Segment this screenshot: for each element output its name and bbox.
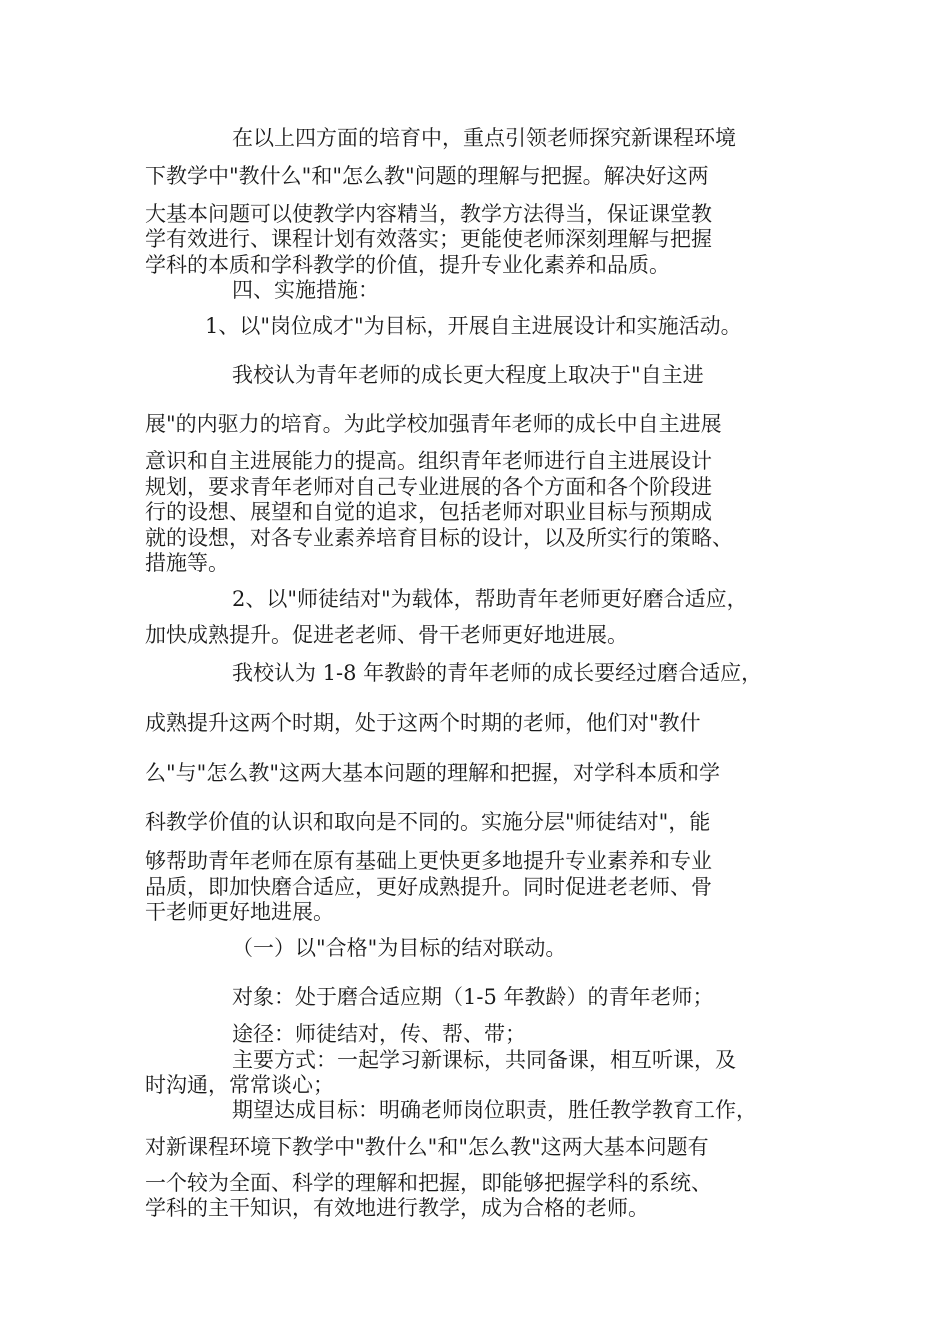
subsection-heading: （一）以"合格"为目标的结对联动。 [232,936,567,960]
subsection-heading: 1、以"岗位成才"为目标，开展自主进展设计和实施活动。 [205,314,742,338]
paragraph-line: 就的设想，对各专业素养培育目标的设计，以及所实行的策略、 [145,526,733,550]
paragraph-line: 一个较为全面、科学的理解和把握，即能够把握学科的系统、 [145,1171,712,1195]
paragraph-line: 么"与"怎么教"这两大基本问题的理解和把握，对学科本质和学 [145,761,720,785]
paragraph-line: 下教学中"教什么"和"怎么教"问题的理解与把握。解决好这两 [145,164,709,188]
paragraph-line: 在以上四方面的培育中，重点引领老师探究新课程环境 [232,126,736,150]
subsection-heading: 2、以"师徒结对"为载体，帮助青年老师更好磨合适应， [232,587,748,611]
paragraph-line: 对新课程环境下教学中"教什么"和"怎么教"这两大基本问题有 [145,1135,709,1159]
paragraph-line: 期望达成目标：明确老师岗位职责，胜任教学教育工作， [232,1098,757,1122]
paragraph-line: 品质，即加快磨合适应，更好成熟提升。同时促进老老师、骨 [145,875,712,899]
section-heading: 四、实施措施： [232,278,379,302]
paragraph-line: 我校认为青年老师的成长更大程度上取决于"自主进 [232,363,704,387]
paragraph-line: 干老师更好地进展。 [145,900,334,924]
paragraph-line: 主要方式：一起学习新课标，共同备课，相互听课，及 [232,1048,736,1072]
paragraph-line: 学科的主干知识，有效地进行教学，成为合格的老师。 [145,1196,649,1220]
paragraph-line: 科教学价值的认识和取向是不同的。实施分层"师徒结对"，能 [145,810,711,834]
paragraph-line: 展"的内驱力的培育。为此学校加强青年老师的成长中自主进展 [145,412,722,436]
paragraph-line: 学科的本质和学科教学的价值，提升专业化素养和品质。 [145,253,670,277]
paragraph-line: 意识和自主进展能力的提高。组织青年老师进行自主进展设计 [145,449,712,473]
paragraph-line: 成熟提升这两个时期，处于这两个时期的老师，他们对"教什 [145,711,701,735]
paragraph-line: 措施等。 [145,551,229,575]
paragraph-line: 对象：处于磨合适应期（1-5 年教龄）的青年老师； [232,985,714,1009]
paragraph-line: 大基本问题可以使教学内容精当，教学方法得当，保证课堂教 [145,202,712,226]
paragraph-line: 途径：师徒结对，传、帮、带； [232,1022,526,1046]
paragraph-line: 时沟通，常常谈心； [145,1073,334,1097]
paragraph-line: 行的设想、展望和自觉的追求，包括老师对职业目标与预期成 [145,500,712,524]
paragraph-line: 加快成熟提升。促进老老师、骨干老师更好地进展。 [145,623,628,647]
paragraph-line: 够帮助青年老师在原有基础上更快更多地提升专业素养和专业 [145,849,712,873]
paragraph-line: 我校认为 1-8 年教龄的青年老师的成长要经过磨合适应， [232,661,763,685]
paragraph-line: 学有效进行、课程计划有效落实；更能使老师深刻理解与把握 [145,227,712,251]
paragraph-line: 规划，要求青年老师对自己专业进展的各个方面和各个阶段进 [145,475,712,499]
